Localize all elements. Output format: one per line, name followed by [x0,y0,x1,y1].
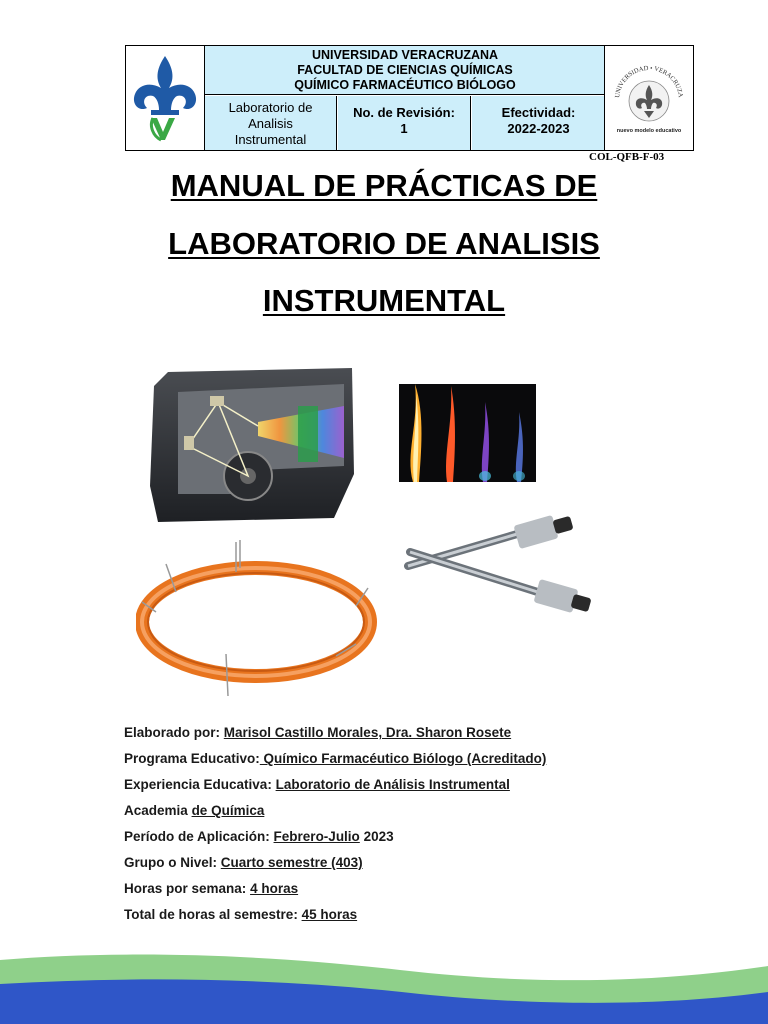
info-value: Marisol Castillo Morales, Dra. Sharon Rosete [223,725,512,740]
gc-column-image [136,536,384,698]
revision-label: No. de Revisión: [353,105,455,120]
info-value: 4 horas [250,881,299,896]
info-value: Cuarto semestre (403) [220,855,363,870]
info-value: 45 horas [301,907,358,922]
info-label: Experiencia Educativa: [124,777,272,792]
effectivity-label: Efectividad: [501,105,576,120]
spectrophotometer-image [148,366,358,528]
faculty-name: FACULTAD DE CIENCIAS QUÍMICAS [297,63,513,77]
lab-name-line: Instrumental [234,132,307,147]
title-text: MANUAL DE PRÁCTICAS DE [170,168,598,203]
info-value: Febrero-Julio [273,829,360,844]
effectivity-cell [472,96,605,150]
svg-text:UNIVERSIDAD • VERACRUZANA: UNIVERSIDAD • VERACRUZA [614,64,684,99]
university-name: UNIVERSIDAD VERACRUZANA [311,48,499,62]
info-label: Total de horas al semestre: [124,907,298,922]
title-text: LABORATORIO DE ANALISIS [168,226,600,261]
effectivity-value: 2022-2023 [507,121,570,136]
info-label: Grupo o Nivel: [124,855,218,870]
revision-value: 1 [400,121,408,136]
course-info [124,724,546,932]
info-value: Laboratorio de Análisis Instrumental [275,777,510,792]
title-line [0,283,768,319]
lab-name-line: Laboratorio de [228,100,313,115]
info-row-horas [124,880,546,906]
document-code: COL-QFB-F-03 [589,151,665,163]
footer-wave [0,940,768,1024]
info-value: Químico Farmacéutico Biólogo (Acreditado) [259,751,547,766]
info-row-periodo [124,828,546,854]
info-label: Academia [124,803,188,818]
uv-logo [126,46,205,150]
flame-colors-image [399,384,536,482]
info-label: Horas por semana: [124,881,247,896]
program-name: QUÍMICO FARMACÉUTICO BIÓLOGO [294,78,516,92]
info-row-grupo [124,854,546,880]
title-text: INSTRUMENTAL [262,283,506,318]
info-label: Elaborado por: [124,725,221,740]
uv-seal-logo [604,46,693,150]
lab-name-cell [205,96,337,150]
info-label: Programa Educativo: [124,751,260,766]
title-line [0,226,768,262]
info-row-programa [124,750,546,776]
svg-text:nuevo modelo educativo: nuevo modelo educativo [616,128,682,134]
header-title-cell [205,46,605,95]
lab-name-line: Analisis [248,116,293,131]
revision-cell [338,96,471,150]
hplc-column-image [404,512,592,618]
info-label: Período de Aplicación: [124,829,270,844]
info-value: de Química [191,803,265,818]
info-row-total [124,906,546,932]
info-year: 2023 [363,829,394,844]
info-row-elaborado [124,724,546,750]
info-row-academia [124,802,546,828]
header-table [125,45,694,151]
info-row-experiencia [124,776,546,802]
title-line [0,168,768,204]
